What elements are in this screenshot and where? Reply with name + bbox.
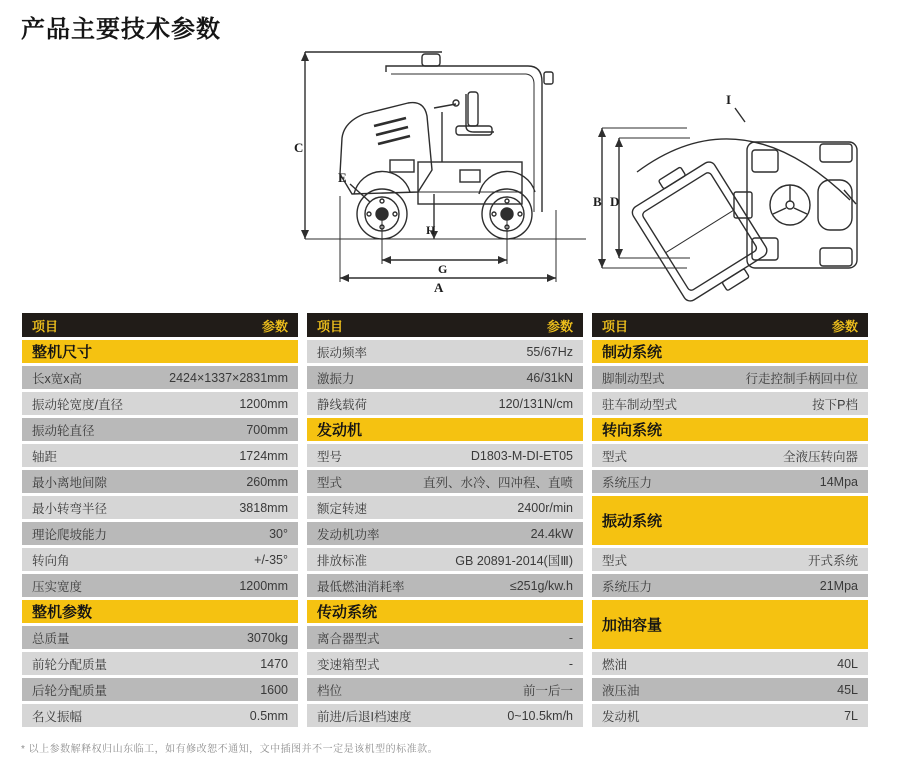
spec-value: 21Mpa xyxy=(819,578,858,593)
spec-value: 40L xyxy=(837,656,858,671)
spec-value: 1200mm xyxy=(239,396,288,411)
spec-label: 总质量 xyxy=(32,631,70,646)
spec-value: 1470 xyxy=(260,656,288,671)
dim-label-g: G xyxy=(438,262,448,276)
spec-label: 振动频率 xyxy=(317,345,368,360)
spec-label: 离合器型式 xyxy=(317,631,380,646)
spec-row xyxy=(307,548,583,571)
side-view-technical-drawing xyxy=(290,42,620,304)
header-item-label: 项目 xyxy=(32,318,59,334)
spec-value: 30° xyxy=(269,526,288,541)
spec-value: 24.4kW xyxy=(530,526,573,541)
spec-value: 14Mpa xyxy=(819,474,858,489)
spec-row xyxy=(307,626,583,649)
dim-label-d: D xyxy=(610,194,620,209)
spec-row xyxy=(22,652,298,675)
spec-value: 1724mm xyxy=(239,448,288,463)
section-title: 传动系统 xyxy=(317,604,378,621)
spec-label: 型号 xyxy=(317,449,343,464)
spec-value: 直列、水冷、四冲程、直喷 xyxy=(422,475,573,490)
spec-value: ≤251g/kw.h xyxy=(509,578,573,593)
dim-label-e: E xyxy=(338,170,347,185)
spec-row xyxy=(592,652,868,675)
spec-row xyxy=(22,574,298,597)
section-header xyxy=(592,496,868,545)
spec-label: 型式 xyxy=(317,475,343,490)
spec-value: 120/131N/cm xyxy=(498,396,573,411)
spec-label: 额定转速 xyxy=(317,501,368,516)
spec-row xyxy=(307,704,583,727)
section-header xyxy=(592,340,868,363)
header-value-label: 参数 xyxy=(261,318,288,334)
spec-row xyxy=(22,522,298,545)
spec-row xyxy=(307,678,583,701)
dim-label-c: C xyxy=(294,140,304,155)
spec-value: 按下P档 xyxy=(812,397,858,412)
section-title: 发动机 xyxy=(317,422,363,439)
section-title: 整机尺寸 xyxy=(32,344,93,361)
spec-row xyxy=(22,366,298,389)
spec-value: 开式系统 xyxy=(807,553,858,568)
spec-label: 振动轮直径 xyxy=(32,423,95,438)
spec-row xyxy=(22,444,298,467)
header-item-label: 项目 xyxy=(602,318,629,334)
spec-label: 振动轮宽度/直径 xyxy=(32,397,123,412)
section-title: 振动系统 xyxy=(602,513,663,530)
section-header xyxy=(22,340,298,363)
spec-row xyxy=(307,522,583,545)
spec-row xyxy=(592,574,868,597)
spec-row xyxy=(307,574,583,597)
spec-row xyxy=(592,366,868,389)
spec-label: 液压油 xyxy=(602,683,640,698)
section-header xyxy=(592,418,868,441)
spec-label: 发动机功率 xyxy=(317,527,380,542)
spec-value: 3818mm xyxy=(239,500,288,515)
spec-row xyxy=(592,678,868,701)
spec-row xyxy=(592,444,868,467)
footnote: * 以上参数解释权归山东临工，如有修改恕不通知，文中插图并不一定是该机型的标准款。 xyxy=(21,744,439,755)
spec-label: 激振力 xyxy=(317,371,355,386)
spec-value: 2424×1337×2831mm xyxy=(169,370,288,385)
spec-row xyxy=(22,392,298,415)
section-title: 整机参数 xyxy=(32,604,93,621)
spec-table-column-2 xyxy=(307,313,583,730)
spec-value: 45L xyxy=(837,682,858,697)
spec-label: 发动机 xyxy=(602,709,640,724)
spec-label: 最小离地间隙 xyxy=(32,475,108,490)
spec-row xyxy=(22,678,298,701)
spec-row xyxy=(307,444,583,467)
spec-label: 前轮分配质量 xyxy=(32,657,108,672)
top-view-technical-drawing xyxy=(592,80,892,302)
spec-value: 700mm xyxy=(246,422,288,437)
spec-row xyxy=(307,496,583,519)
spec-value: D1803-M-DI-ET05 xyxy=(470,448,573,463)
spec-value: +/-35° xyxy=(254,552,288,567)
table-header-row xyxy=(592,313,868,337)
spec-value: 0~10.5km/h xyxy=(507,708,573,723)
spec-label: 压实宽度 xyxy=(32,579,83,594)
header-value-label: 参数 xyxy=(831,318,858,334)
spec-row xyxy=(307,340,583,363)
spec-value: 46/31kN xyxy=(526,370,573,385)
spec-label: 型式 xyxy=(602,449,628,464)
spec-label: 档位 xyxy=(317,683,343,698)
spec-label: 驻车制动型式 xyxy=(602,397,678,412)
spec-row xyxy=(592,548,868,571)
spec-label: 最低燃油消耗率 xyxy=(317,579,405,594)
spec-row xyxy=(22,470,298,493)
page-title: 产品主要技术参数 xyxy=(21,16,221,43)
spec-label: 静线载荷 xyxy=(317,397,368,412)
spec-row xyxy=(592,470,868,493)
spec-value: 7L xyxy=(844,708,858,723)
section-header xyxy=(592,600,868,649)
spec-value: 0.5mm xyxy=(249,708,288,723)
spec-value: 3070kg xyxy=(246,630,288,645)
spec-label: 脚制动型式 xyxy=(602,371,665,386)
spec-label: 名义振幅 xyxy=(32,709,83,724)
spec-value: 1200mm xyxy=(239,578,288,593)
spec-label: 最小转弯半径 xyxy=(32,501,108,516)
spec-table-column-3 xyxy=(592,313,868,730)
spec-row xyxy=(307,392,583,415)
spec-label: 排放标准 xyxy=(317,553,368,568)
spec-value: 55/67Hz xyxy=(526,344,573,359)
spec-label: 理论爬坡能力 xyxy=(32,527,108,542)
spec-label: 长x宽x高 xyxy=(32,371,83,386)
spec-value: 行走控制手柄回中位 xyxy=(745,371,858,386)
spec-label: 后轮分配质量 xyxy=(32,683,108,698)
spec-value: 260mm xyxy=(246,474,288,489)
spec-label: 系统压力 xyxy=(602,475,653,490)
spec-row xyxy=(22,704,298,727)
dim-label-i: I xyxy=(726,92,732,107)
table-header-row xyxy=(22,313,298,337)
spec-row xyxy=(22,626,298,649)
spec-value: 2400r/min xyxy=(517,500,573,515)
spec-row xyxy=(592,704,868,727)
header-item-label: 项目 xyxy=(317,318,344,334)
dim-label-b: B xyxy=(593,194,602,209)
spec-row xyxy=(22,418,298,441)
spec-value: - xyxy=(568,656,573,671)
section-title: 制动系统 xyxy=(602,344,663,361)
spec-label: 燃油 xyxy=(602,657,628,672)
section-title: 加油容量 xyxy=(602,617,663,634)
spec-label: 变速箱型式 xyxy=(317,657,380,672)
dim-label-a: A xyxy=(434,280,444,295)
header-value-label: 参数 xyxy=(546,318,573,334)
table-header-row xyxy=(307,313,583,337)
spec-row xyxy=(307,366,583,389)
section-header xyxy=(307,418,583,441)
spec-row xyxy=(22,548,298,571)
spec-row xyxy=(22,496,298,519)
spec-row xyxy=(307,652,583,675)
spec-table-column-1 xyxy=(22,313,298,730)
spec-value: GB 20891-2014(国Ⅲ) xyxy=(455,553,573,568)
spec-value: 1600 xyxy=(260,682,288,697)
spec-label: 前进/后退I档速度 xyxy=(317,709,412,724)
spec-label: 系统压力 xyxy=(602,579,653,594)
spec-value: 全液压转向器 xyxy=(782,449,858,464)
spec-row xyxy=(307,470,583,493)
spec-value: - xyxy=(568,630,573,645)
section-title: 转向系统 xyxy=(602,422,663,439)
spec-label: 转向角 xyxy=(32,553,70,568)
section-header xyxy=(307,600,583,623)
spec-tables-container xyxy=(22,313,868,730)
spec-value: 前一后一 xyxy=(522,683,573,698)
spec-label: 型式 xyxy=(602,553,628,568)
spec-row xyxy=(592,392,868,415)
spec-label: 轴距 xyxy=(32,449,58,464)
dim-label-h: H xyxy=(426,223,436,237)
section-header xyxy=(22,600,298,623)
